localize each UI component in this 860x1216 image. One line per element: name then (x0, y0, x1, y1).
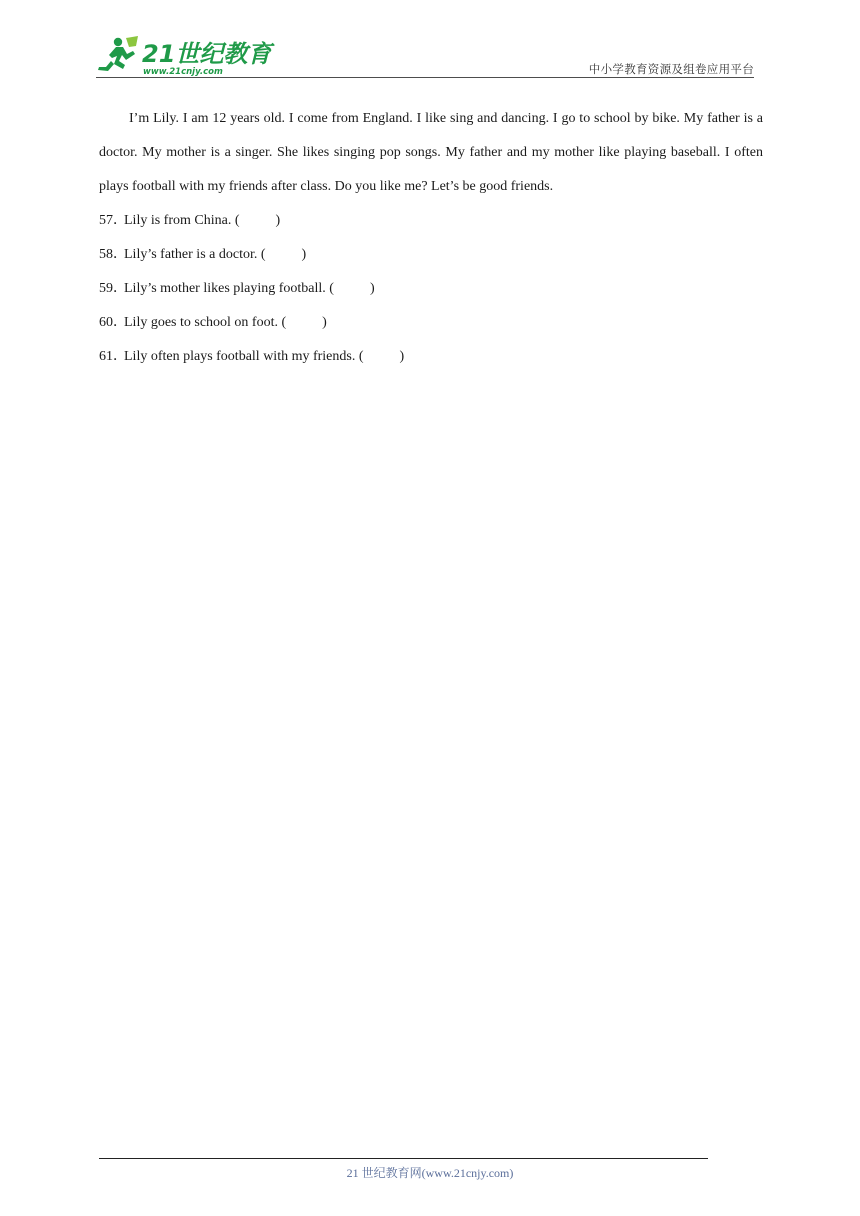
question-list (99, 204, 763, 374)
question-number-separator: ． (113, 349, 127, 364)
question-number: 58 (99, 247, 113, 262)
footer-divider (99, 1158, 708, 1159)
question-number-separator: ． (113, 247, 127, 262)
question-text: Lily’s father is a doctor. ( (124, 247, 266, 262)
question-text: Lily often plays football with my friends. ( (124, 349, 364, 364)
question-number: 57 (99, 213, 113, 228)
header-divider (96, 77, 754, 78)
logo-wordmark: 21世纪教育 (142, 40, 272, 68)
question-item (99, 204, 763, 238)
question-item (99, 306, 763, 340)
question-text: Lily is from China. ( (124, 213, 240, 228)
question-number-separator: ． (113, 315, 127, 330)
question-close-paren: ) (322, 315, 327, 330)
question-number-separator: ． (113, 213, 127, 228)
question-item (99, 340, 763, 374)
page-content (99, 102, 763, 374)
page-header (96, 34, 754, 78)
question-number: 60 (99, 315, 113, 330)
question-text: Lily goes to school on foot. ( (124, 315, 287, 330)
reading-passage: I’m Lily. I am 12 years old. I come from England. I like sing and dancing. I go to school by bike. My father is a doctor. My mother is a singer. She likes singing pop songs. My father and my mother like playing baseball. I often plays football with my friends after class. Do you like me? Let’s be good friends. (99, 111, 763, 194)
question-number-separator: ． (113, 281, 127, 296)
question-close-paren: ) (301, 247, 307, 262)
header-tagline: 中小学教育资源及组卷应用平台 (588, 62, 754, 76)
question-number: 59 (99, 281, 113, 296)
footer-text: 21 世纪教育网(www.21cnjy.com) (346, 1166, 514, 1180)
question-close-paren: ) (275, 213, 281, 228)
logo-url: www.21cnjy.com (143, 67, 223, 77)
question-text: Lily’s mother likes playing football. ( (124, 281, 334, 296)
site-logo (96, 34, 272, 77)
question-close-paren: ) (399, 349, 405, 364)
question-close-paren: ) (369, 281, 375, 296)
question-number: 61 (99, 349, 113, 364)
question-item (99, 272, 763, 306)
question-item (99, 238, 763, 272)
